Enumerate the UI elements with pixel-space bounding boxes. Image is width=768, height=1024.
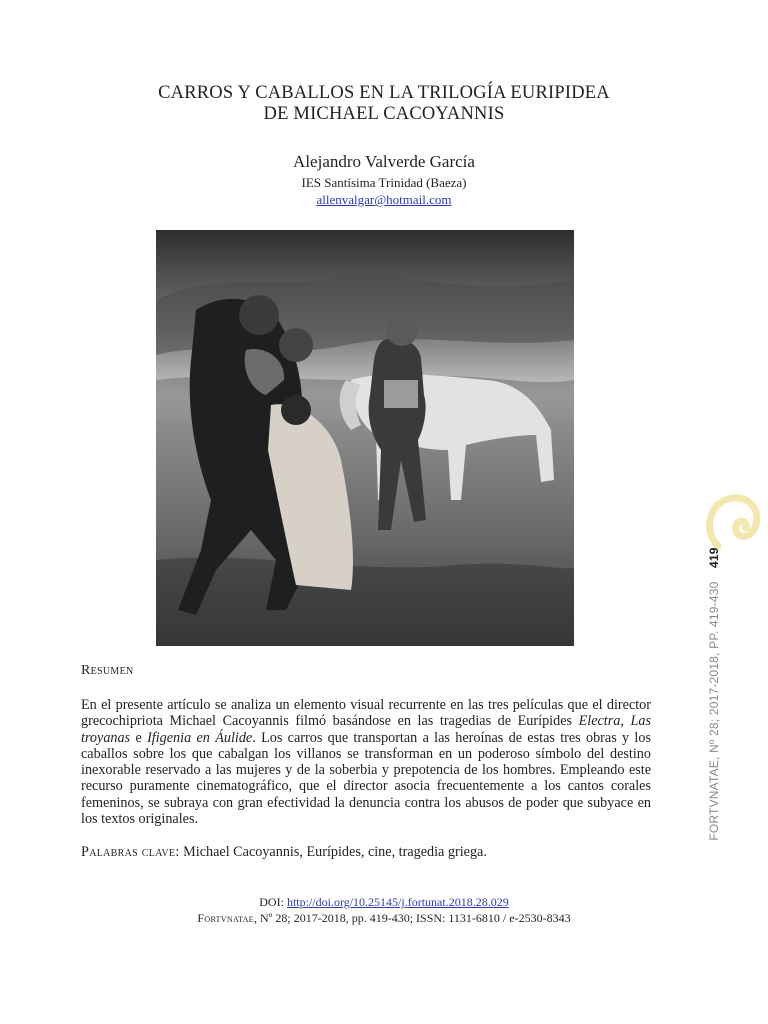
journal-details: , Nº 28; 2017-2018, pp. 419-430; ISSN: 1131-6810 / e-2530-8343 <box>253 911 571 925</box>
abstract-title-electra: Electra, Las troyanas <box>81 713 652 746</box>
journal-ornament <box>698 486 768 556</box>
doi-label: DOI: <box>259 895 284 909</box>
doi-link[interactable]: http://doi.org/10.25145/j.fortunat.2018.28.029 <box>286 895 509 909</box>
abstract-part-2: . Los carros que transportan a las heroínas de estas tres obras y los caballos sobre los que cabalgan los villanos se transforman en un poderoso símbolo del destino inexorable reservado a las mujeres y de la soberbia y prepotencia de los hombres. Empleando este recurso puramente cinematográfico, que el director asocia frecuentemente a los cantos corales femeninos, se subraya con gran efectividad la denuncia contra los abusos de poder que subyace en los textos originales. <box>81 729 651 828</box>
keywords <box>81 844 651 860</box>
keywords-label: Palabras clave: <box>81 844 180 860</box>
ornament-swirl-icon <box>698 486 768 556</box>
margin-running-head <box>700 549 728 839</box>
article-title-line-1: CARROS Y CABALLOS EN LA TRILOGÍA EURIPIDEA <box>158 83 610 103</box>
abstract-heading: Resumen <box>81 663 134 678</box>
journal-citation <box>0 911 768 926</box>
author-email <box>0 192 768 208</box>
abstract-text <box>81 697 651 827</box>
film-still-illustration <box>156 230 574 646</box>
author-email-link[interactable]: allenvalgar@hotmail.com <box>316 192 452 207</box>
abstract-part-1: En el presente artículo se analiza un elemento visual recurrente en las tres películas que el director grecochipriota Michael Cacoyannis filmó basándose en las tragedias de Eurípides <box>81 697 651 730</box>
page-number: 419 <box>707 547 721 568</box>
journal-name: Fortvnatae <box>197 911 254 925</box>
author-affiliation: IES Santísima Trinidad (Baeza) <box>301 175 467 190</box>
author-name: Alejandro Valverde García <box>293 152 475 171</box>
abstract-conjunction: e <box>130 729 148 746</box>
doi-line <box>0 895 768 910</box>
abstract-title-ifigenia: Ifigenia en Áulide <box>147 729 253 746</box>
article-title <box>0 83 768 125</box>
article-title-line-2: DE MICHAEL CACOYANNIS <box>263 104 505 124</box>
keywords-text: Michael Cacoyannis, Eurípides, cine, tragedia griega. <box>183 844 487 860</box>
margin-running-text: FORTVNATAE, Nº 28; 2017-2018, PP. 419-430 <box>707 581 721 841</box>
film-still-photo <box>156 230 574 646</box>
